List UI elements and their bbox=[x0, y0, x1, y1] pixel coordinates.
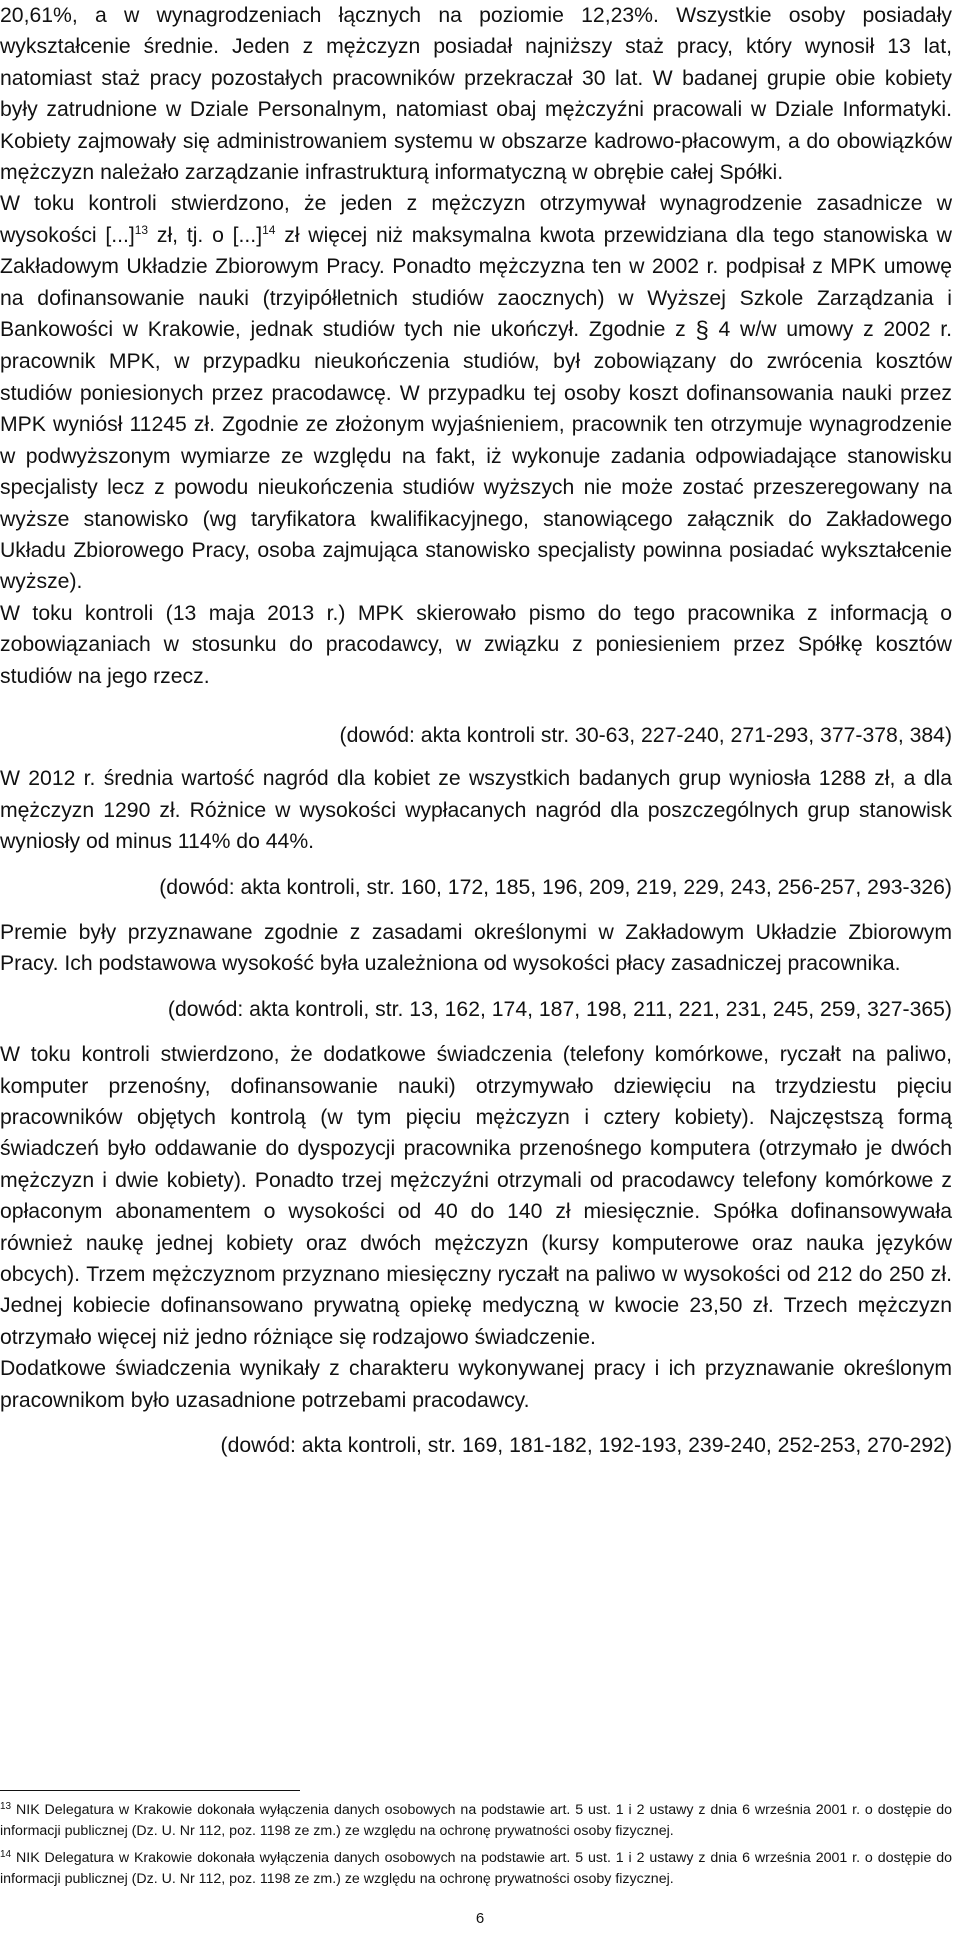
footnote-text: NIK Delegatura w Krakowie dokonała wyłączenia danych osobowych na podstawie art. 5 ust. 1 i 2 ustawy z dnia 6 września 2001 r. o dostępie do informacji publicznej (Dz. U. Nr 112, poz. 1198 ze zm.) ze względu na ochronę prywatności osoby fizycznej. bbox=[0, 1850, 952, 1887]
page-number: 6 bbox=[475, 1910, 485, 1927]
paragraph-1: 20,61%, a w wynagrodzeniach łącznych na poziomie 12,23%. Wszystkie osoby posiadały wykształcenie średnie. Jeden z mężczyzn posiadał najniższy staż pracy, który wynosił 13 lat, natomiast staż pracy pozostałych pracowników przekraczał 30 lat. W badanej grupie obie kobiety były zatrudnione w Dziale Personalnym, natomiast obaj mężczyźni pracowali w Dziale Informatyki. Kobiety zajmowały się administrowaniem systemu w obszarze kadrowo-płacowym, a do obowiązków mężczyzn należało zarządzanie infrastrukturą informatyczną w obrębie całej Spółki. bbox=[0, 4, 952, 185]
paragraph-2 bbox=[0, 188, 952, 597]
paragraph-5: Premie były przyznawane zgodnie z zasadami określonymi w Zakładowym Układzie Zbiorowym Pracy. Ich podstawowa wysokość była uzależniona od wysokości płacy zasadniczej pracownika. bbox=[0, 920, 952, 976]
paragraph-2-part-d: 4 w/w umowy z 2002 r. pracownik MPK, w przypadku nieukończenia studiów, był zobowiązany do zwrócenia kosztów studiów poniesionych przez pracodawcę. W przypadku tej osoby koszt dofinansowania nauki przez MPK wyniósł 11245 zł. Zgodnie ze złożonym wyjaśnieniem, pracownik ten otrzymuje wynagrodzenie w podwyższonym wymiarze ze względu na fakt, iż wykonuje zadania odpowiadające stanowisku specjalisty lecz z powodu nieukończenia studiów wyższych nie może zostać przeszeregowany na wyższe stanowisko (wg taryfikatora kwalifikacyjnego, stanowiącego załącznik do Zakładowego Układu Zbiorowego Pracy, osoba zajmująca stanowisko specjalisty powinna posiadać wykształcenie wyższe). bbox=[0, 318, 953, 594]
footnote-ref-13[interactable]: 13 bbox=[134, 222, 149, 237]
paragraph-2-part-b: zł, tj. o [...] bbox=[148, 223, 263, 247]
footnote-number: 14 bbox=[0, 1849, 12, 1860]
paragraph-2-part-a: W toku kontroli stwierdzono, że jeden z mężczyzn otrzymywał wynagrodzenie zasadnicze w wysokości [...] bbox=[0, 192, 952, 247]
paragraph-3: W toku kontroli (13 maja 2013 r.) MPK skierowało pismo do tego pracownika z informacją o zobowiązaniach w stosunku do pracodawcy, w związku z poniesieniem przez Spółkę kosztów studiów na jego rzecz. bbox=[0, 601, 952, 688]
evidence-reference-3: (dowód: akta kontroli, str. 13, 162, 174, 187, 198, 211, 221, 231, 245, 259, 327-365) bbox=[167, 997, 952, 1021]
paragraph-4: W 2012 r. średnia wartość nagród dla kobiet ze wszystkich badanych grup wyniosła 1288 zł, a dla mężczyzn 1290 zł. Różnice w wysokości wypłacanych nagród dla poszczególnych grup stanowisk wyniosły od minus 114% do 44%. bbox=[0, 767, 952, 854]
footnote-text: NIK Delegatura w Krakowie dokonała wyłączenia danych osobowych na podstawie art. 5 ust. 1 i 2 ustawy z dnia 6 września 2001 r. o dostępie do informacji publicznej (Dz. U. Nr 112, poz. 1198 ze zm.) ze względu na ochronę prywatności osoby fizycznej. bbox=[0, 1802, 952, 1839]
footnote-13 bbox=[0, 1800, 952, 1842]
footnote-number: 13 bbox=[0, 1801, 12, 1812]
paragraph-7: Dodatkowe świadczenia wynikały z charakteru wykonywanej pracy i ich przyznawanie określonym pracownikom było uzasadnione potrzebami pracodawcy. bbox=[0, 1357, 952, 1412]
section-sign: § bbox=[695, 317, 709, 345]
evidence-reference-1: (dowód: akta kontroli str. 30-63, 227-240, 271-293, 377-378, 384) bbox=[339, 723, 952, 747]
footnote-14 bbox=[0, 1848, 952, 1890]
paragraph-6: W toku kontroli stwierdzono, że dodatkowe świadczenia (telefony komórkowe, ryczałt na paliwo, komputer przenośny, dofinansowanie nauki) otrzymywało dziewięciu na trzydziestu pięciu pracowników objętych kontrolą (w tym pięciu mężczyzn i cztery kobiety). Najczęstszą formą świadczeń było oddawanie do dyspozycji pracownika przenośnego komputera (otrzymało je dwóch mężczyzn i dwie kobiety). Ponadto trzej mężczyźni otrzymali od pracodawcy telefony komórkowe z opłaconym abonamentem o wysokości od 40 do 140 zł miesięcznie. Spółka dofinansowywała również naukę jednej kobiety oraz dwóch mężczyzn (kursy komputerowe oraz nauka języków obcych). Trzem mężczyznom przyznano miesięczny ryczałt na paliwo w wysokości od 212 do 250 zł. Jednej kobiecie dofinansowano prywatną opiekę medyczną w kwocie 23,50 zł. Trzech mężczyzn otrzymało więcej niż jedno różniące się rodzajowo świadczenie. bbox=[0, 1043, 952, 1349]
evidence-reference-4: (dowód: akta kontroli, str. 169, 181-182, 192-193, 239-240, 252-253, 270-292) bbox=[220, 1434, 952, 1458]
footnote-separator bbox=[0, 1790, 300, 1791]
footnotes bbox=[0, 1800, 952, 1896]
paragraph-2-part-c: zł więcej niż maksymalna kwota przewidziana dla tego stanowiska w Zakładowym Układzie Zbiorowym Pracy. Ponadto mężczyzna ten w 2002 r. podpisał z MPK umowę na dofinansowanie nauki (trzyipółletnich studiów zaocznych) w Wyższej Szkole Zarządzania i Bankowości w Krakowie, jednak studiów tych nie ukończył. Zgodnie z bbox=[0, 223, 952, 342]
evidence-reference-2: (dowód: akta kontroli, str. 160, 172, 185, 196, 209, 219, 229, 243, 256-257, 293-326) bbox=[159, 875, 952, 899]
footnote-ref-14[interactable]: 14 bbox=[262, 222, 276, 237]
